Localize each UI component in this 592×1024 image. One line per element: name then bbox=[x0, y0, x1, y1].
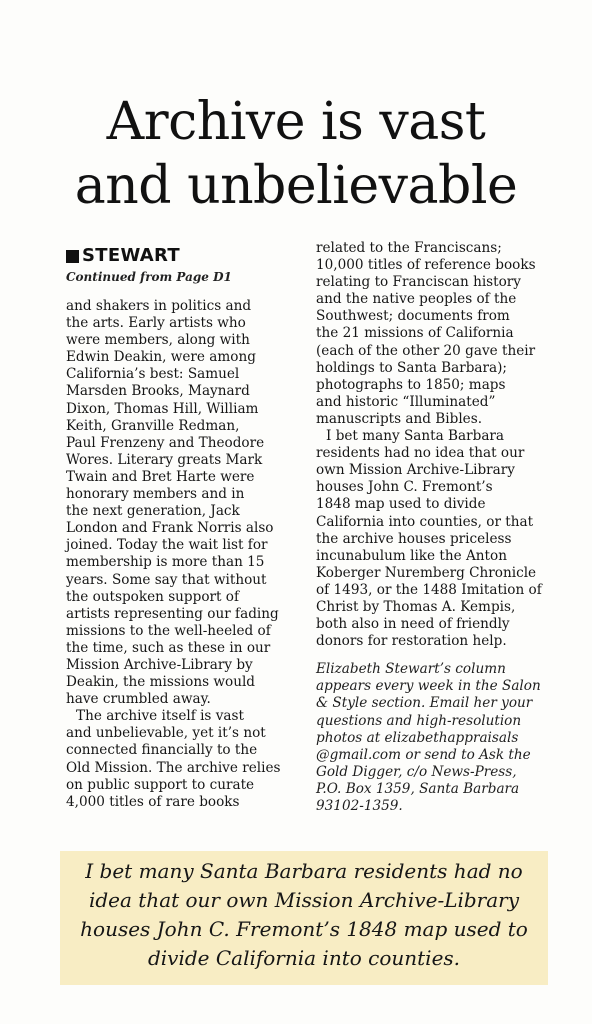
article-paragraph: related to the Franciscans; 10,000 titles of reference books relating to Franciscan history and the native peoples of the Southwest; documents from the 21 missions of California (each of the other 20 gave their holdings to Santa Barbara); photographs to 1850; maps and historic “Illuminated” manuscripts and Bibles. bbox=[316, 240, 536, 427]
article-paragraph: I bet many Santa Barbara residents had no idea that our own Mission Archive-Library houses John C. Fremont’s 1848 map used to divide California into counties, or that the archive houses priceless incunabulum like the Anton Koberger Nuremberg Chronicle of 1493, or the 1488 Imitation of Christ by Thomas A. Kempis, both also in need of friendly donors for restoration help. bbox=[316, 428, 542, 650]
article-paragraph: and shakers in politics and the arts. Early artists who were members, along with Edwin Deakin, were among California’s best: Samuel Marsden Brooks, Maynard Dixon, Thomas Hill, William Keith, Granville Redman, Paul Frenzeny and Theodore Wores. Literary greats Mark Twain and Bret Harte were honorary members and in the next generation, Jack London and Frank Norris also joined. Today the wait list for membership is more than 15 years. Some say that without the outspoken support of artists representing our fading missions to the well-heeled of the time, such as these in our Mission Archive-Library by Deakin, the missions would have crumbled away. bbox=[66, 298, 279, 708]
article-column-right bbox=[316, 240, 561, 815]
slug-square-icon bbox=[66, 250, 79, 263]
slug-name: STEWART bbox=[82, 245, 180, 266]
author-tagline: Elizabeth Stewart’s column appears every week in the Salon & Style section. Email her your questions and high-resolution photos at elizabethappraisals @gmail.com or send to Ask the Gold Digger, c/o News-Press, P.O. Box 1359, Santa Barbara 93102-1359. bbox=[316, 661, 541, 814]
pull-quote: I bet many Santa Barbara residents had no idea that our own Mission Archive-Library houses John C. Fremont’s 1848 map used to divide California into counties. bbox=[60, 851, 548, 985]
headline-line-2: and unbelievable bbox=[74, 156, 518, 216]
article-column-left bbox=[66, 240, 306, 811]
continued-line: Continued from Page D1 bbox=[66, 270, 232, 284]
column-slug bbox=[66, 246, 306, 266]
article-paragraph: The archive itself is vast and unbelievable, yet it’s not connected financially to the Old Mission. The archive relies on public support to curate 4,000 titles of rare books bbox=[66, 708, 281, 810]
headline-line-1: Archive is vast bbox=[106, 92, 486, 152]
